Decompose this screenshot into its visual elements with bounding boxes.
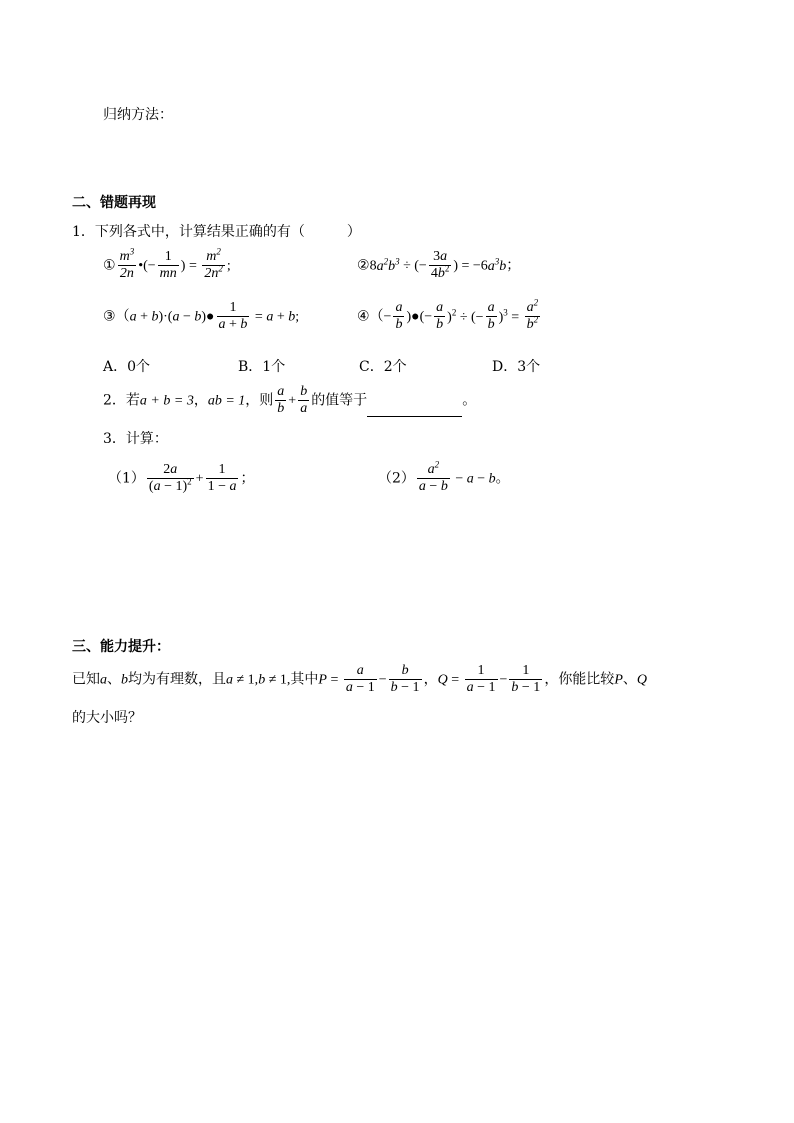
- section3-line-2: 的大小吗？: [72, 710, 142, 726]
- section2-title: 二、错题再现: [72, 195, 156, 211]
- section3-line-1: 已知a、b均为有理数，且a ≠ 1,b ≠ 1,其中P = $\frac{a}{a - 1}$ − $\frac{b}{b - 1}$ ，Q = $\frac{1}{a - 1}$ − $\frac{1}{b - 1}$ ，你能比较P、Q: [72, 663, 647, 696]
- answer-blank[interactable]: [367, 402, 462, 417]
- q1-item-4: ④（− $\frac{a}{b}$ )●(− $\frac{a}{b}$ )$^2$ ÷ (− $\frac{a}{b}$ )$^3$ = $\frac{a^2}{b^2}$: [357, 297, 539, 333]
- q1-item-3: ③（a + b)·(a − b)● $\frac{1}{a + b}$ = a + b;: [103, 300, 300, 333]
- option-d: D．3个: [492, 359, 541, 375]
- q3-part-1: （1） $\frac{2a}{(a - 1)^2}$ + $\frac{1}{1 - a}$ ；: [108, 462, 255, 495]
- option-a: A．0个: [103, 359, 151, 375]
- method-summary-label: 归纳方法：: [103, 107, 173, 123]
- item-1-label: ①: [103, 257, 116, 274]
- item-2-label: ②: [357, 257, 370, 274]
- q1-item-1: ① $\frac{m^3}{2n}$ •(− $\frac{1}{mn}$ ) = $\frac{m^2}{2n^2}$ ;: [103, 246, 231, 282]
- section3-title: 三、能力提升：: [72, 639, 170, 655]
- q3-stem: 3．计算：: [103, 431, 168, 447]
- item-3-label: ③: [103, 308, 116, 325]
- q2: 2．若a + b = 3，ab = 1，则 $\frac{a}{b}$ + $\frac{b}{a}$ 的值等于 。: [103, 384, 477, 417]
- q1-stem: 1．下列各式中，计算结果正确的有（ ）: [72, 224, 361, 240]
- option-b: B．1个: [238, 359, 286, 375]
- item-4-label: ④: [357, 308, 370, 325]
- option-c: C．2个: [359, 359, 407, 375]
- q3-part-2: （2） $\frac{a^2}{a - b}$ − a − b。: [378, 459, 510, 495]
- q1-item-2: $②8a^2b^3$ ÷ (− $\frac{3a}{4b^2}$ ) = $-6a^3b$；: [357, 249, 521, 282]
